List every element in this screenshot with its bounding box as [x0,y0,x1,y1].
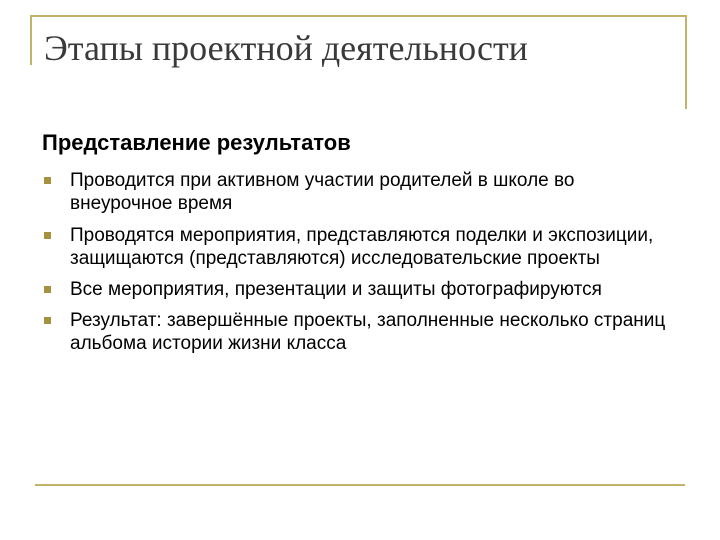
bullet-item [42,224,682,270]
frame-top-line [30,15,686,17]
frame-bottom-line [35,484,685,486]
square-bullet-icon [44,317,51,324]
bullet-text: Результат: завершённые проекты, заполненные несколько страниц альбома истории жизни класса [70,310,666,354]
bullet-text: Проводится при активном участии родителей в школе во внеурочное время [70,170,575,214]
bullet-text: Все мероприятия, презентации и защиты фотографируются [70,279,602,300]
frame-right-line [685,15,687,109]
square-bullet-icon [44,177,51,184]
square-bullet-icon [44,232,51,239]
bullet-text: Проводятся мероприятия, представляются поделки и экспозиции, защищаются (представляются) исследовательские проекты [70,225,654,269]
square-bullet-icon [44,286,51,293]
slide-subtitle: Представление результатов [42,130,351,155]
bullet-item [42,278,682,301]
bullet-item [42,169,682,215]
bullet-item [42,309,682,355]
frame-left-line [30,15,32,65]
bullet-list [42,169,682,355]
slide-title: Этапы проектной деятельности [44,28,528,68]
